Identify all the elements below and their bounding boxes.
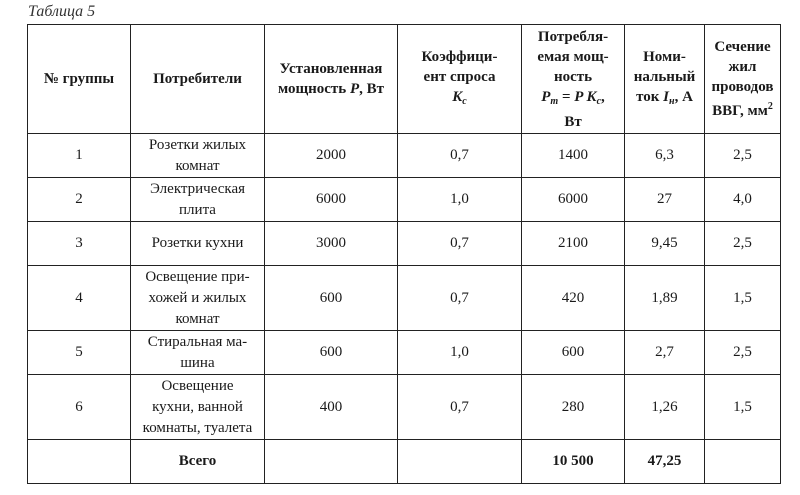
cell-group: 6	[28, 375, 131, 440]
power-table	[27, 24, 781, 484]
cell-coef: 0,7	[398, 375, 522, 440]
header-consumers: Потребители	[131, 25, 265, 134]
cell-empty	[28, 440, 131, 484]
cell-group: 3	[28, 222, 131, 266]
cell-coef: 0,7	[398, 222, 522, 266]
cell-consumed: 1400	[522, 134, 625, 178]
table-row	[28, 375, 781, 440]
cell-current: 1,89	[625, 266, 705, 331]
table-caption: Таблица 5	[28, 3, 96, 20]
cell-empty	[265, 440, 398, 484]
cell-current: 1,26	[625, 375, 705, 440]
header-group: № группы	[28, 25, 131, 134]
cell-consumed: 2100	[522, 222, 625, 266]
cell-section: 2,5	[705, 222, 781, 266]
cell-power: 2000	[265, 134, 398, 178]
cell-section: 1,5	[705, 266, 781, 331]
cell-current: 27	[625, 178, 705, 222]
cell-consumed: 6000	[522, 178, 625, 222]
header-nominal-current: Номи- нальный ток $I_н$, А	[625, 25, 705, 134]
total-current: 47,25	[625, 440, 705, 484]
cell-group: 4	[28, 266, 131, 331]
cell-current: 6,3	[625, 134, 705, 178]
cell-power: 3000	[265, 222, 398, 266]
cell-current: 2,7	[625, 331, 705, 375]
cell-coef: 0,7	[398, 134, 522, 178]
header-demand-coef: Коэффици- ент спроса $K_c$	[398, 25, 522, 134]
header-wire-section: Сечение жил проводов ВВГ, $мм^2$	[705, 25, 781, 134]
cell-power: 600	[265, 331, 398, 375]
cell-consumer: Освещение при- хожей и жилых комнат	[131, 266, 265, 331]
cell-consumed: 600	[522, 331, 625, 375]
cell-coef: 1,0	[398, 178, 522, 222]
header-installed-power: Установленная мощность P, Вт	[265, 25, 398, 134]
cell-empty	[398, 440, 522, 484]
cell-section: 1,5	[705, 375, 781, 440]
table-row	[28, 222, 781, 266]
header-consumed-power: Потребля- емая мощ- ность $P_m = P$ $K_c$, Вт	[522, 25, 625, 134]
cell-consumer: Освещение кухни, ванной комнаты, туалета	[131, 375, 265, 440]
header-row	[28, 25, 781, 134]
table-row	[28, 266, 781, 331]
total-label: Всего	[131, 440, 265, 484]
cell-power: 400	[265, 375, 398, 440]
cell-consumed: 420	[522, 266, 625, 331]
total-consumed: 10 500	[522, 440, 625, 484]
cell-consumer: Розетки кухни	[131, 222, 265, 266]
cell-coef: 0,7	[398, 266, 522, 331]
cell-group: 2	[28, 178, 131, 222]
cell-consumer: Стиральная ма- шина	[131, 331, 265, 375]
cell-consumer: Розетки жилых комнат	[131, 134, 265, 178]
cell-section: 2,5	[705, 134, 781, 178]
cell-current: 9,45	[625, 222, 705, 266]
table-row	[28, 178, 781, 222]
table-row	[28, 331, 781, 375]
cell-section: 4,0	[705, 178, 781, 222]
cell-coef: 1,0	[398, 331, 522, 375]
cell-section: 2,5	[705, 331, 781, 375]
table-row	[28, 134, 781, 178]
cell-consumer: Электрическая плита	[131, 178, 265, 222]
cell-group: 1	[28, 134, 131, 178]
cell-power: 6000	[265, 178, 398, 222]
cell-group: 5	[28, 331, 131, 375]
cell-power: 600	[265, 266, 398, 331]
cell-empty	[705, 440, 781, 484]
cell-consumed: 280	[522, 375, 625, 440]
total-row	[28, 440, 781, 484]
